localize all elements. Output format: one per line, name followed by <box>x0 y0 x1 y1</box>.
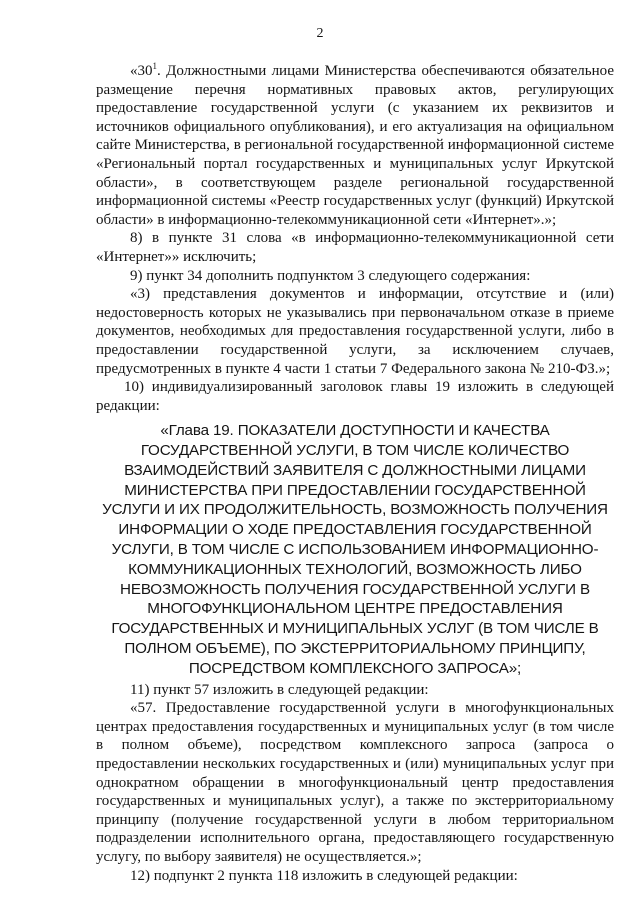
paragraph-30-text: . Должностными лицами Министерства обеспечиваются обязательное размещение перечня нормативных правовых актов, регулирующих предоставление государственной услуги (с указанием их реквизитов и источников официального опубликования), и его актуализация на официальном сайте Министерства, в региональной государственной информационной системе «Региональный портал государственных и муниципальных услуг Иркутской области», в соответствующем разделе региональной государственной информационной системы «Реестр государственных услуг (функций) Иркутской области» в информационно-телекоммуникационной сети «Интернет».»; <box>96 63 614 228</box>
item-11: 11) пункт 57 изложить в следующей редакции: <box>130 681 429 698</box>
item-10: 10) индивидуализированный заголовок главы 19 изложить в следующей редакции: <box>96 379 614 414</box>
item-57-quote: «57. Предоставление государственной услуги в многофункциональных центрах предоставления государственных и муниципальных услуг (в том числе в полном объеме), посредством комплексного запроса (запроса о предоставлении нескольких государственных и (или) муниципальных услуг при однократном обращении в многофункциональный центр предоставления государственных и муниципальных услуг), а также по экстерриториальному принципу (получение государственной услуги в любом территориальном подразделении исполнительного органа, предоставляющего государственную услугу, по выбору заявителя) не осуществляется.»; <box>96 700 614 865</box>
item-12: 12) подпункт 2 пункта 118 изложить в следующей редакции: <box>130 867 518 884</box>
item-9-quote: «3) представления документов и информации, отсутствие и (или) недостоверность которых не указывались при первоначальном отказе в приеме документов, необходимых для предоставления государственной услуги, либо в предоставлении государственной услуги, за исключением случаев, предусмотренных в пункте 4 части 1 статьи 7 Федерального закона № 210-ФЗ.»; <box>96 286 614 377</box>
paragraph-30-1 <box>96 62 614 229</box>
item-9: 9) пункт 34 дополнить подпунктом 3 следующего содержания: <box>130 267 531 284</box>
paragraph-30-open: «30 <box>130 63 153 79</box>
chapter-19-heading: «Глава 19. ПОКАЗАТЕЛИ ДОСТУПНОСТИ И КАЧЕСТВА ГОСУДАРСТВЕННОЙ УСЛУГИ, В ТОМ ЧИСЛЕ КОЛИЧЕСТВО ВЗАИМОДЕЙСТВИЙ ЗАЯВИТЕЛЯ С ДОЛЖНОСТНЫМИ ЛИЦАМИ МИНИСТЕРСТВА ПРИ ПРЕДОСТАВЛЕНИИ ГОСУДАРСТВЕННОЙ УСЛУГИ И ИХ ПРОДОЛЖИТЕЛЬНОСТЬ, ВОЗМОЖНОСТЬ ПОЛУЧЕНИЯ ИНФОРМАЦИИ О ХОДЕ ПРЕДОСТАВЛЕНИЯ ГОСУДАРСТВЕННОЙ УСЛУГИ, В ТОМ ЧИСЛЕ С ИСПОЛЬЗОВАНИЕМ ИНФОРМАЦИОННО-КОММУНИКАЦИОННЫХ ТЕХНОЛОГИЙ, ВОЗМОЖНОСТЬ ЛИБО НЕВОЗМОЖНОСТЬ ПОЛУЧЕНИЯ ГОСУДАРСТВЕННОЙ УСЛУГИ В МНОГОФУНКЦИОНАЛЬНОМ ЦЕНТРЕ ПРЕДОСТАВЛЕНИЯ ГОСУДАРСТВЕННЫХ И МУНИЦИПАЛЬНЫХ УСЛУГ (В ТОМ ЧИСЛЕ В ПОЛНОМ ОБЪЕМЕ), ПО ЭКСТЕРРИТОРИАЛЬНОМУ ПРИНЦИПУ, ПОСРЕДСТВОМ КОМПЛЕКСНОГО ЗАПРОСА»; <box>102 422 608 677</box>
page-number: 2 <box>316 26 324 41</box>
item-8: 8) в пункте 31 слова «в информационно-телекоммуникационной сети «Интернет»» исключить; <box>96 230 614 265</box>
paragraph-30-superscript: 1 <box>152 61 157 71</box>
document-body <box>96 62 614 885</box>
